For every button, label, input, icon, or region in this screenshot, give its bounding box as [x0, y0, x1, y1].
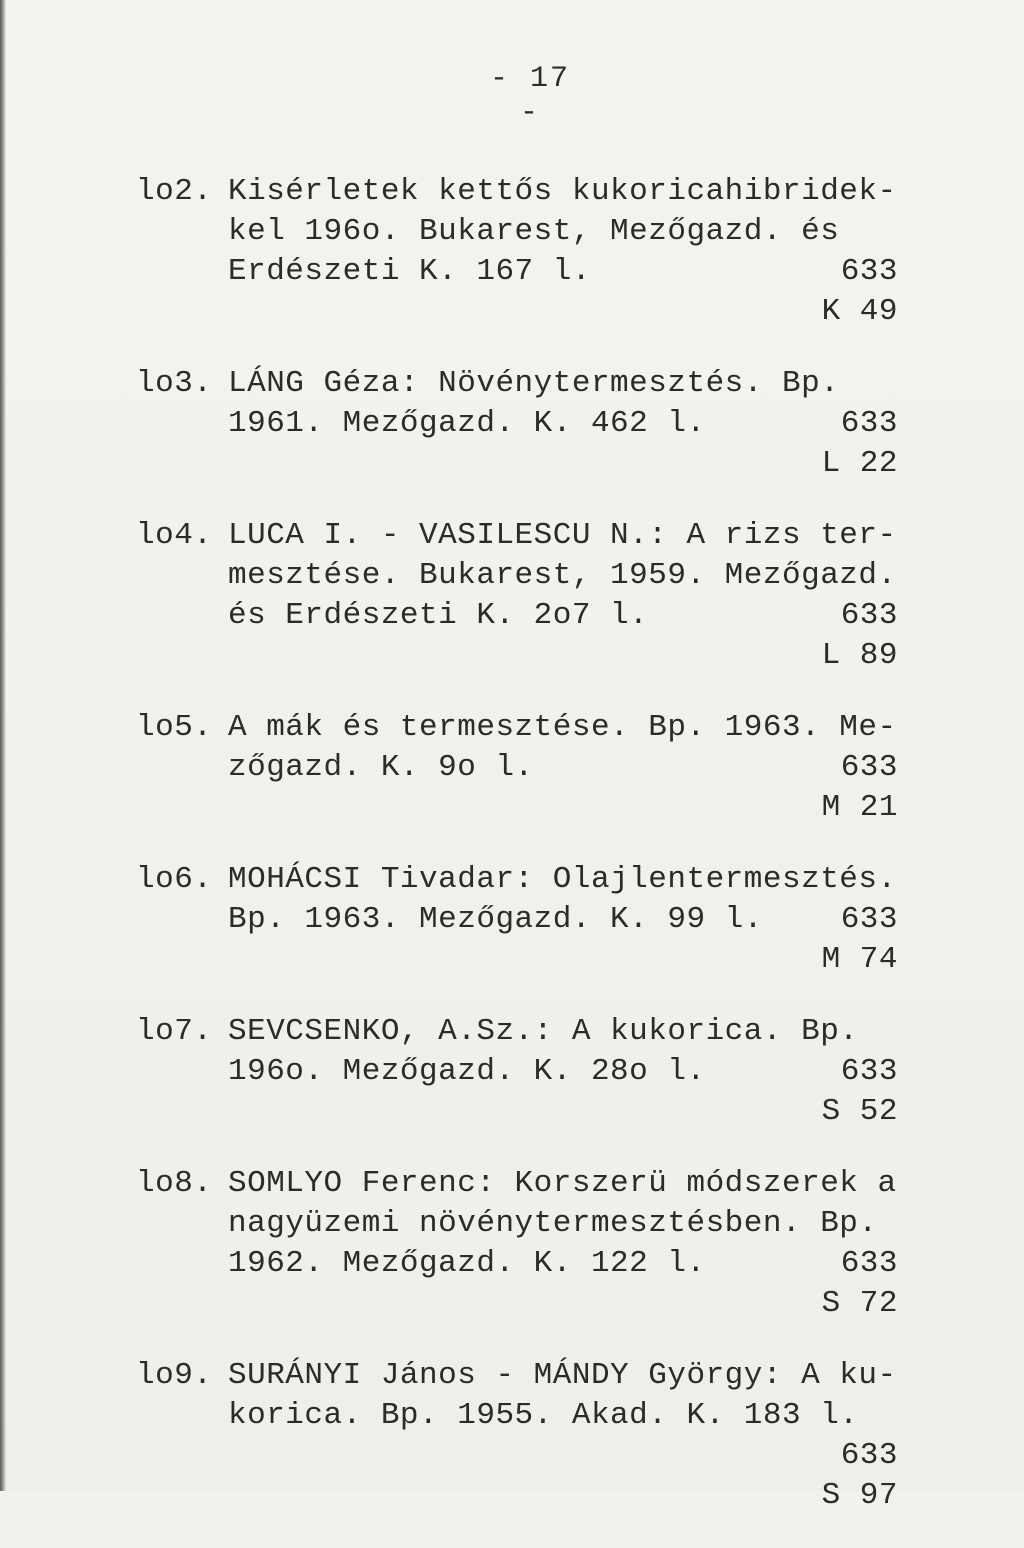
- call-number-class: 633: [840, 1246, 898, 1281]
- bibliography-list: [136, 172, 906, 1548]
- entry-number: lo2.: [136, 174, 213, 209]
- page-edge-shadow: [0, 0, 6, 1491]
- entry-body: [228, 1356, 906, 1516]
- bibliography-entry: [136, 364, 906, 484]
- entry-line: LÁNG Géza: Növénytermesztés. Bp.: [228, 366, 840, 401]
- entry-line: SOMLYO Ferenc: Korszerü módszerek a: [228, 1166, 897, 1201]
- entry-number: lo5.: [136, 710, 213, 745]
- entry-number: lo7.: [136, 1014, 213, 1049]
- call-number-shelf: K 49: [821, 294, 898, 329]
- bibliography-entry: [136, 708, 906, 828]
- entry-body: [228, 364, 906, 484]
- entry-body: [228, 516, 906, 676]
- entry-line-with-call: [228, 1244, 906, 1284]
- entry-line: 196o. Mezőgazd. K. 28o l.: [228, 1054, 706, 1089]
- call-number-shelf: S 97: [821, 1478, 898, 1513]
- entry-body: [228, 172, 906, 332]
- call-number-class: 633: [840, 598, 898, 633]
- page-number: - 17 -: [489, 62, 570, 130]
- call-number-class: 633: [840, 1054, 898, 1089]
- bibliography-entry: [136, 516, 906, 676]
- call-number-class: 633: [840, 902, 898, 937]
- entry-body: [228, 1012, 906, 1132]
- entry-line: Kisérletek kettős kukoricahibridek-: [228, 174, 897, 209]
- call-number-shelf: L 22: [821, 446, 898, 481]
- entry-line: kel 196o. Bukarest, Mezőgazd. és: [228, 214, 840, 249]
- entry-line: SEVCSENKO, A.Sz.: A kukorica. Bp.: [228, 1014, 859, 1049]
- entry-number: lo9.: [136, 1358, 213, 1393]
- entry-line-with-call: [228, 900, 906, 940]
- call-number-shelf: L 89: [821, 638, 898, 673]
- entry-line: és Erdészeti K. 2o7 l.: [228, 598, 649, 633]
- entry-line-with-call: [228, 748, 906, 788]
- entry-line: 1961. Mezőgazd. K. 462 l.: [228, 406, 706, 441]
- call-number-class: 633: [840, 406, 898, 441]
- entry-line: mesztése. Bukarest, 1959. Mezőgazd.: [228, 558, 897, 593]
- entry-line: korica. Bp. 1955. Akad. K. 183 l.: [228, 1398, 859, 1433]
- entry-body: [228, 708, 906, 828]
- entry-line: nagyüzemi növénytermesztésben. Bp.: [228, 1206, 878, 1241]
- entry-line-with-call: [228, 596, 906, 636]
- entry-line: Erdészeti K. 167 l.: [228, 254, 591, 289]
- call-number-shelf: S 72: [821, 1286, 898, 1321]
- call-number-class: 633: [840, 750, 898, 785]
- call-number-shelf: M 74: [821, 942, 898, 977]
- entry-body: [228, 860, 906, 980]
- entry-line-with-call: [228, 252, 906, 292]
- entry-number: lo3.: [136, 366, 213, 401]
- bibliography-entry: [136, 172, 906, 332]
- entry-line: Bp. 1963. Mezőgazd. K. 99 l.: [228, 902, 763, 937]
- entry-line-with-call: [228, 1052, 906, 1092]
- bibliography-entry: [136, 1356, 906, 1516]
- entry-line: 1962. Mezőgazd. K. 122 l.: [228, 1246, 706, 1281]
- call-number-shelf: S 52: [821, 1094, 898, 1129]
- call-number-class: 633: [840, 1438, 898, 1473]
- entry-line: SURÁNYI János - MÁNDY György: A ku-: [228, 1358, 897, 1393]
- entry-line: zőgazd. K. 9o l.: [228, 750, 534, 785]
- bibliography-entry: [136, 860, 906, 980]
- entry-line: MOHÁCSI Tivadar: Olajlentermesztés.: [228, 862, 897, 897]
- call-number-shelf: M 21: [821, 790, 898, 825]
- call-number-class: 633: [840, 254, 898, 289]
- entry-line: A mák és termesztése. Bp. 1963. Me-: [228, 710, 897, 745]
- bibliography-entry: [136, 1012, 906, 1132]
- entry-line-with-call: [228, 404, 906, 444]
- entry-number: lo8.: [136, 1166, 213, 1201]
- bibliography-entry: [136, 1164, 906, 1324]
- entry-number: lo4.: [136, 518, 213, 553]
- entry-number: lo6.: [136, 862, 213, 897]
- entry-body: [228, 1164, 906, 1324]
- entry-line: LUCA I. - VASILESCU N.: A rizs ter-: [228, 518, 897, 553]
